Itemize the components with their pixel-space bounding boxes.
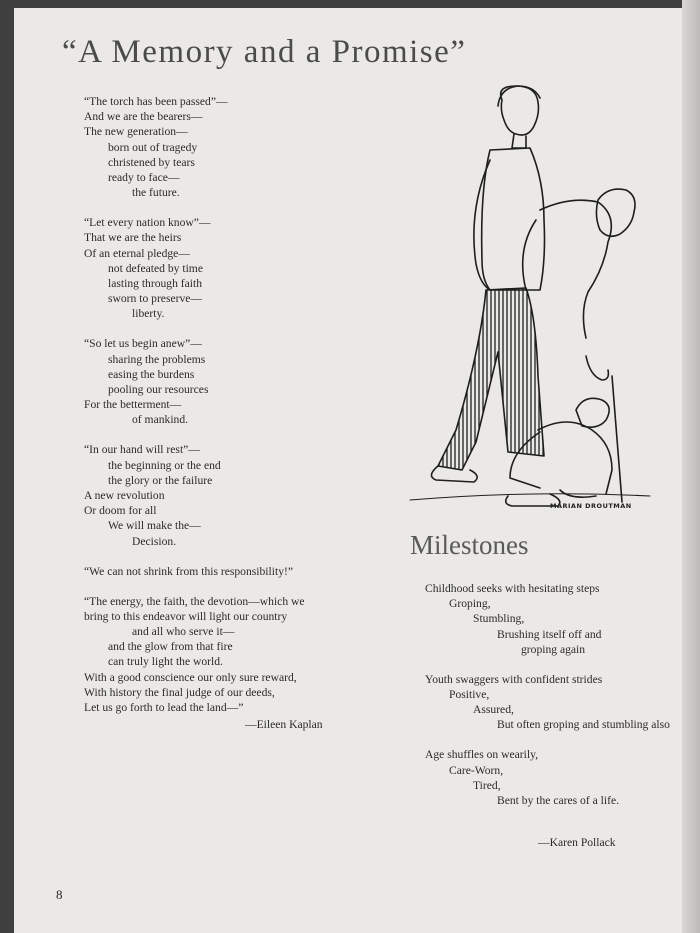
poem-line: Positive,	[449, 688, 490, 702]
poem-line: Of an eternal pledge—	[84, 246, 190, 260]
poem-line: and the glow from that fire	[108, 640, 233, 654]
poem1-body	[84, 94, 305, 715]
poem-line: Age shuffles on wearily,	[425, 748, 539, 762]
poem-line: born out of tragedy	[108, 140, 198, 154]
poem-line: of mankind.	[132, 413, 189, 427]
stanza	[425, 747, 670, 808]
poem-line: the glory or the failure	[108, 473, 213, 487]
poem-line: Tired,	[473, 778, 501, 792]
stanza	[84, 215, 305, 321]
illustrator-signature: MARIAN DROUTMAN	[550, 502, 632, 510]
stanza	[84, 594, 305, 716]
poem-line: The new generation—	[84, 125, 188, 139]
stanza	[84, 442, 305, 548]
poem2-author: —Karen Pollack	[538, 836, 616, 849]
poem-line: Youth swaggers with confident strides	[425, 672, 603, 686]
poem-line: the future.	[132, 186, 180, 200]
poem-line: Or doom for all	[84, 504, 157, 518]
youth-figure	[431, 86, 559, 506]
stanza	[425, 581, 670, 657]
poem-line: A new revolution	[84, 489, 165, 503]
milestones-illustration	[390, 80, 660, 510]
poem-line: bring to this endeavor will light our country	[84, 609, 288, 623]
poem-line: pooling our resources	[108, 383, 209, 397]
poem-line: can truly light the world.	[108, 655, 223, 669]
poem-line: the beginning or the end	[108, 458, 221, 472]
poem-line: “In our hand will rest”—	[84, 443, 200, 457]
poem-line: “We can not shrink from this responsibility!”	[84, 564, 293, 578]
poem-line: ready to face—	[108, 171, 180, 185]
stanza	[84, 94, 305, 200]
poem-line: That we are the heirs	[84, 231, 182, 245]
poem-line: “The torch has been passed”—	[84, 95, 228, 108]
poem-line: Assured,	[473, 703, 514, 717]
poem-line: But often groping and stumbling also	[497, 718, 670, 732]
stanza	[84, 564, 305, 579]
poem-line: Bent by the cares of a life.	[497, 794, 620, 808]
poem-line: “Let every nation know”—	[84, 216, 211, 230]
poem-line: With a good conscience our only sure reward,	[84, 670, 297, 684]
poem-line: and all who serve it—	[132, 625, 235, 639]
poem-line: Decision.	[132, 534, 177, 548]
page-edge	[682, 0, 700, 933]
poem-line: Groping,	[449, 597, 491, 611]
poem-line: sworn to preserve—	[108, 292, 203, 306]
poem-line: easing the burdens	[108, 367, 195, 381]
poem-line: liberty.	[132, 307, 165, 321]
poem-line: For the betterment—	[84, 398, 182, 412]
poem-line: Stumbling,	[473, 612, 525, 626]
poem-line: We will make the—	[108, 519, 201, 533]
poem-line: lasting through faith	[108, 277, 203, 291]
page-number: 8	[56, 887, 63, 902]
poem-line: “So let us begin anew”—	[84, 337, 202, 351]
poem-line: Childhood seeks with hesitating steps	[425, 582, 600, 595]
poem-line: christened by tears	[108, 155, 195, 169]
poem-line: not defeated by time	[108, 261, 203, 275]
poem2-title: Milestones	[410, 530, 529, 560]
poem-line: Let us go forth to lead the land—”	[84, 701, 244, 715]
stanza	[425, 672, 670, 733]
poem-line: Brushing itself off and	[497, 627, 602, 641]
poem1-author: —Eileen Kaplan	[245, 718, 323, 731]
poem2-body	[425, 581, 670, 808]
poem-line: sharing the problems	[108, 352, 206, 366]
poem-line: “The energy, the faith, the devotion—which we	[84, 594, 305, 608]
stanza	[84, 336, 305, 427]
poem-line: With history the final judge of our deeds,	[84, 685, 275, 699]
poem-line: groping again	[521, 642, 586, 656]
poem1-title: “A Memory and a Promise”	[62, 34, 467, 70]
poem-line: And we are the bearers—	[84, 110, 203, 124]
poem-line: Care-Worn,	[449, 763, 504, 777]
